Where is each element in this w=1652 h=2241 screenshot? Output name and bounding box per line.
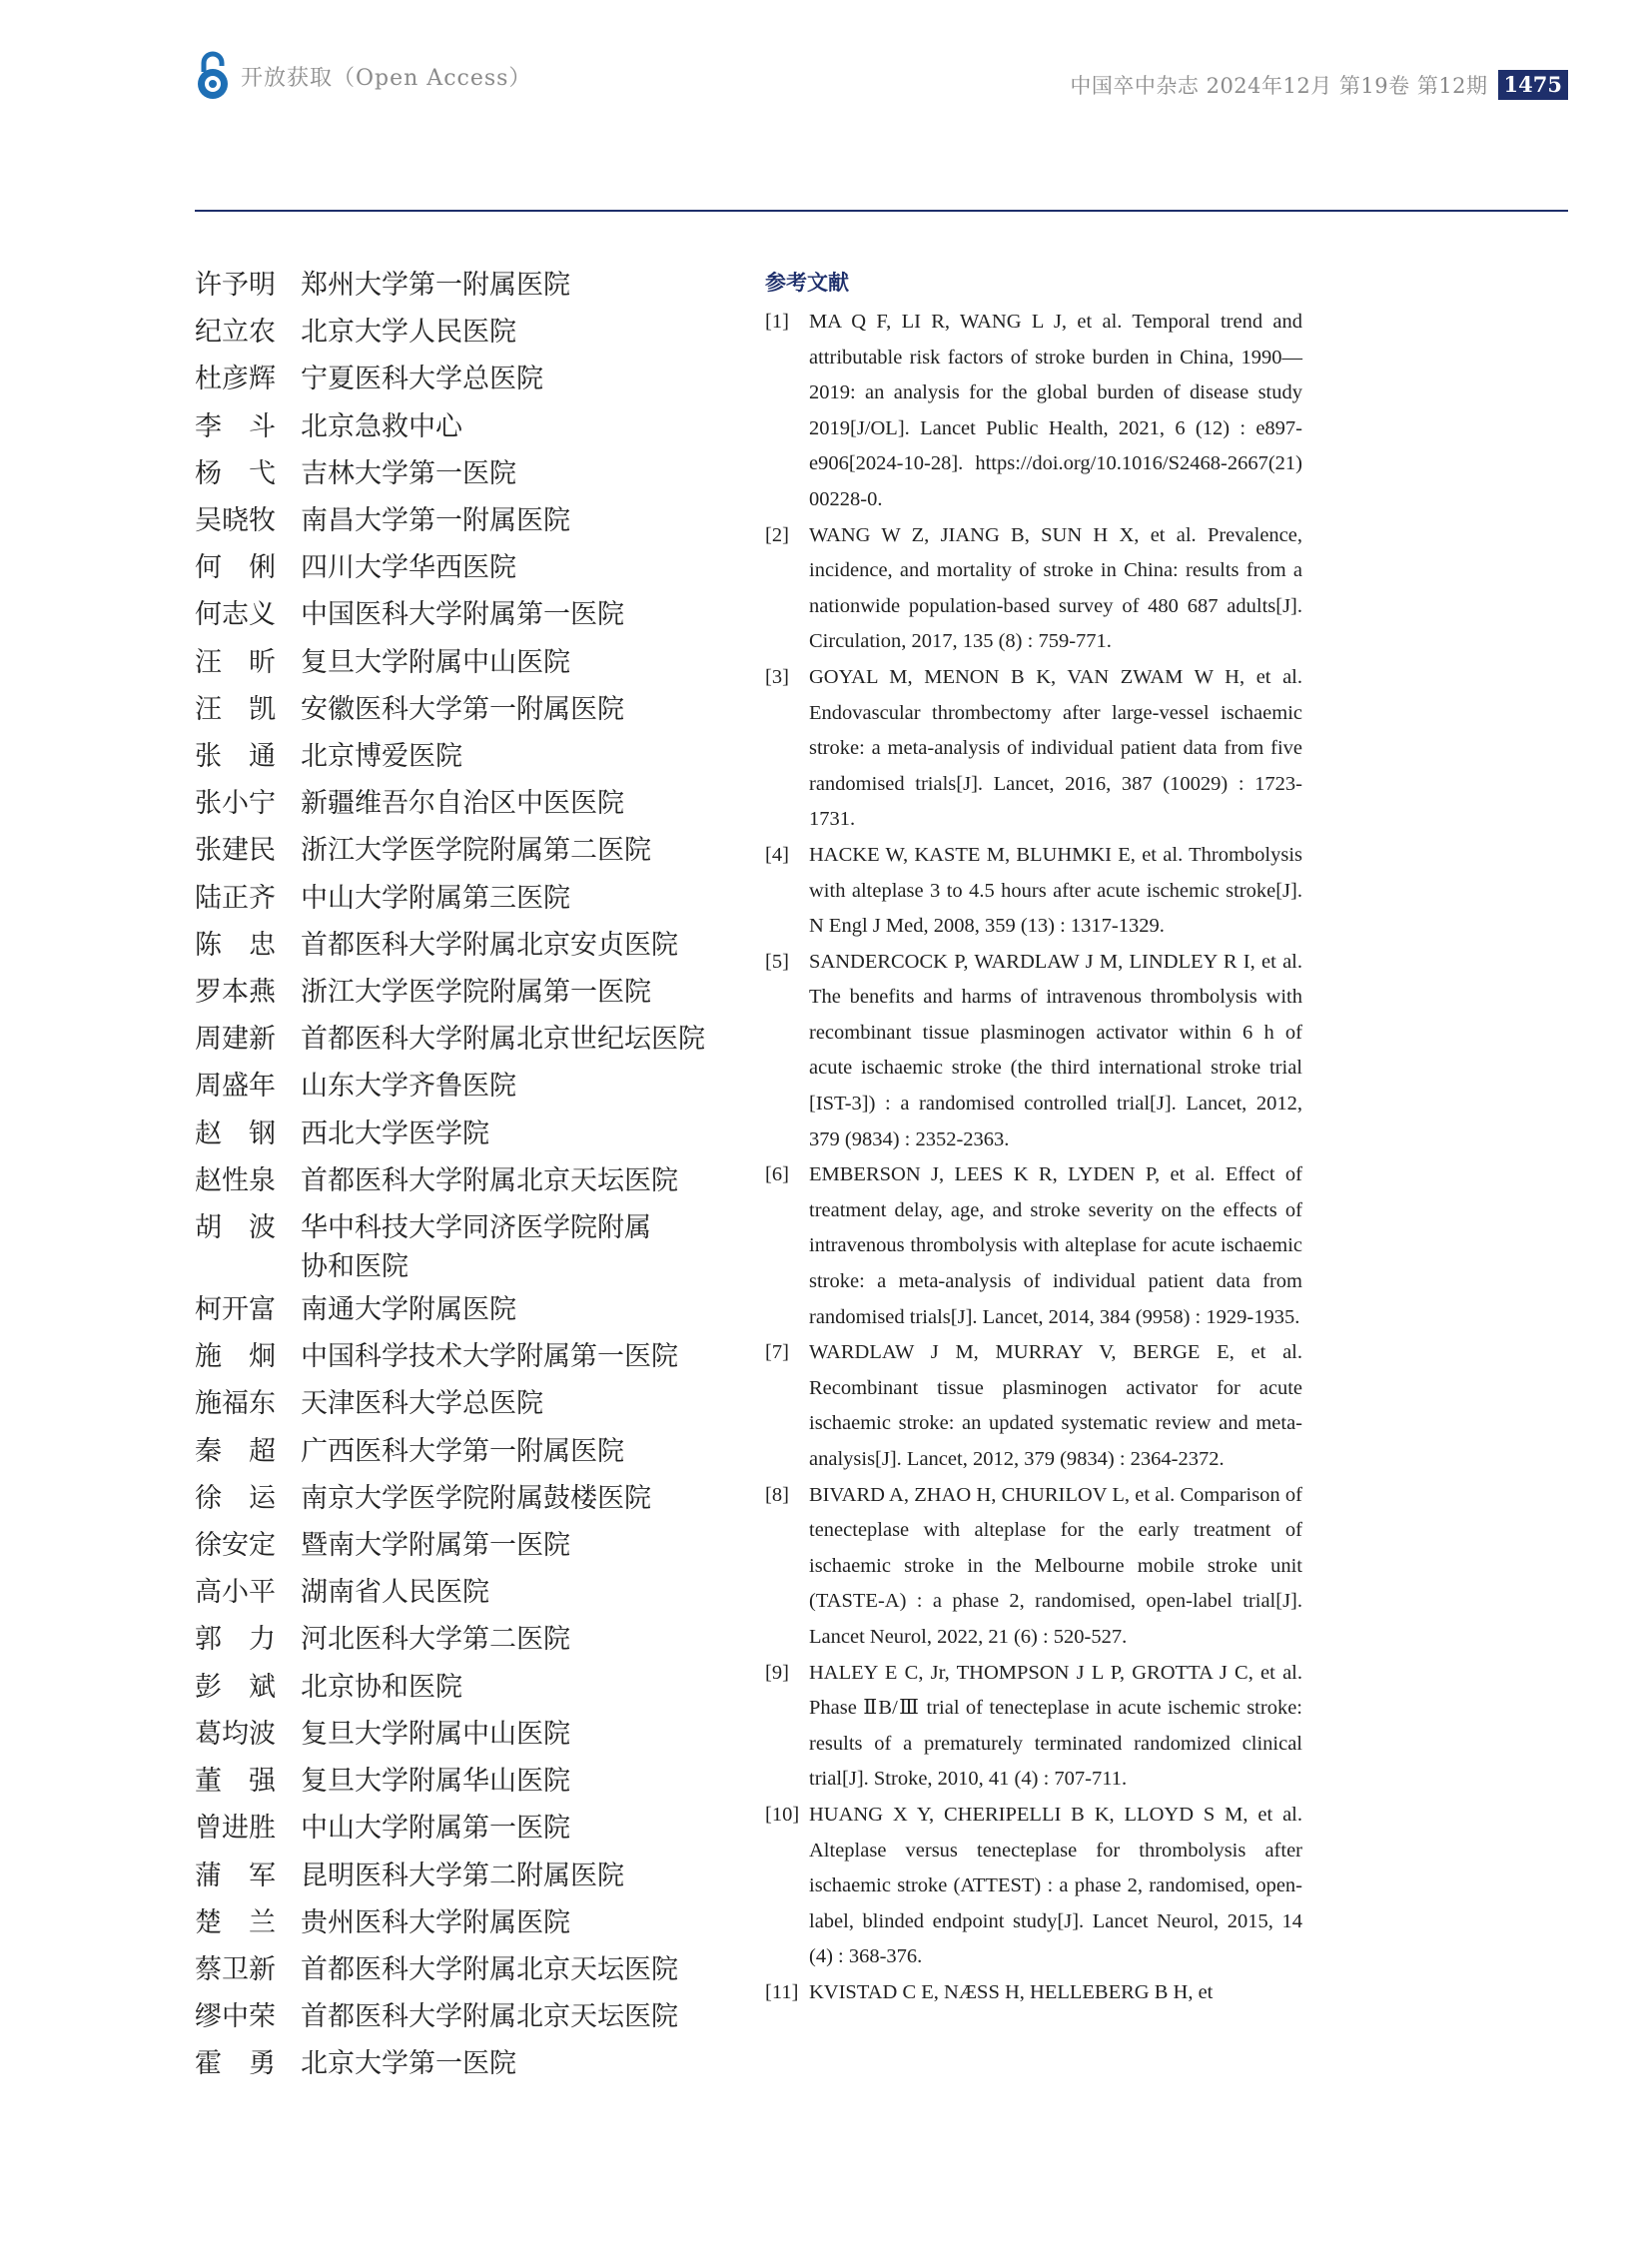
reference-item (765, 1157, 1302, 1335)
member-row (195, 450, 754, 497)
reference-text: MA Q F, LI R, WANG L J, et al. Temporal trend and attributable risk factors of stroke burden in China, 1990—2019: an analysis for the global burden of disease study 2019[J/OL]. Lancet Public Health, 2021, 6 (12) : e897-e906[2024-10-28]. https://doi.org/10.1016/S2468-2667(21) 00228-0. (809, 311, 1302, 510)
member-institution: 北京博爱医院 (301, 741, 462, 773)
member-institution: 浙江大学医学院附属第二医院 (301, 835, 651, 867)
member-institution: 南昌大学第一附属医院 (301, 505, 570, 537)
member-name: 徐安定 (195, 1530, 276, 1562)
member-row (195, 875, 754, 922)
member-row (195, 1475, 754, 1522)
reference-item (765, 838, 1302, 945)
member-row (195, 309, 754, 356)
member-row (195, 1664, 754, 1711)
reference-number: [2] (765, 523, 789, 546)
member-name: 吴晓牧 (195, 505, 276, 537)
member-row (195, 403, 754, 450)
member-institution: 南通大学附属医院 (301, 1294, 516, 1326)
reference-number: [8] (765, 1483, 789, 1506)
open-access-text: 开放获取（Open Access） (241, 65, 532, 91)
member-name: 彭斌 (195, 1671, 303, 1703)
member-row (195, 1522, 754, 1569)
member-institution: 中山大学附属第三医院 (301, 882, 570, 914)
reference-number: [3] (765, 665, 789, 688)
reference-item (765, 1335, 1302, 1477)
references-title: 参考文献 (765, 271, 849, 295)
member-name: 陈忠 (195, 929, 303, 961)
reference-text: GOYAL M, MENON B K, VAN ZWAM W H, et al. Endovascular thrombectomy after large-vessel ischaemic stroke: a meta-analysis of individual patient data from five randomised trials[J]. Lancet, 2016, 387 (10029) : 1723-1731. (809, 665, 1302, 831)
member-row (195, 1853, 754, 1899)
member-institution: 北京大学第一医院 (301, 2048, 516, 2080)
reference-item (765, 945, 1302, 1158)
member-institution: 河北医科大学第二医院 (301, 1624, 570, 1656)
member-name: 董强 (195, 1766, 303, 1798)
member-institution: 吉林大学第一医院 (301, 457, 516, 489)
member-name: 霍勇 (195, 2048, 303, 2080)
member-institution: 南京大学医学院附属鼓楼医院 (301, 1482, 651, 1514)
member-name: 张小宁 (195, 788, 276, 820)
member-row (195, 356, 754, 402)
member-institution: 天津医科大学总医院 (301, 1388, 543, 1420)
reference-number: [1] (765, 311, 789, 333)
member-institution: 首都医科大学附属北京天坛医院 (301, 2001, 678, 2033)
member-row (195, 969, 754, 1016)
reference-text: EMBERSON J, LEES K R, LYDEN P, et al. Effect of treatment delay, age, and stroke severity on the effects of intravenous thrombolysis with alteplase for acute ischaemic stroke: a meta-analysis of individual patient data from randomised trials[J]. Lancet, 2014, 384 (9958) : 1929-1935. (809, 1163, 1302, 1328)
member-institution: 安徽医科大学第一附属医院 (301, 693, 624, 725)
reference-text: SANDERCOCK P, WARDLAW J M, LINDLEY R I, et al. The benefits and harms of intravenous thrombolysis with recombinant tissue plasminogen activator within 6 h of acute ischaemic stroke (the third international stroke trial [IST-3]) : a randomised controlled trial[J]. Lancet, 2012, 379 (9834) : 2352-2363. (809, 950, 1302, 1150)
open-access-label (195, 50, 531, 102)
member-name: 曾进胜 (195, 1813, 276, 1845)
header-rule (195, 210, 1568, 212)
member-institution: 昆明医科大学第二附属医院 (301, 1860, 624, 1891)
member-name: 蔡卫新 (195, 1953, 276, 1985)
member-row (195, 1063, 754, 1110)
member-row (195, 497, 754, 544)
page-header (195, 50, 1568, 110)
member-name: 缪中荣 (195, 2001, 276, 2033)
member-name: 高小平 (195, 1577, 276, 1609)
reference-item (765, 1975, 1302, 2011)
reference-text: KVISTAD C E, NÆSS H, HELLEBERG B H, et (809, 1980, 1214, 2003)
member-row (195, 780, 754, 827)
member-name: 张通 (195, 741, 303, 773)
member-institution: 复旦大学附属华山医院 (301, 1766, 570, 1798)
member-name: 杨弋 (195, 457, 303, 489)
reference-list (765, 305, 1302, 2011)
reference-item (765, 518, 1302, 660)
member-institution: 华中科技大学同济医学院附属协和医院 (301, 1212, 651, 1283)
member-institution: 北京急救中心 (301, 410, 462, 442)
member-institution: 复旦大学附属中山医院 (301, 1718, 570, 1750)
member-name: 何志义 (195, 599, 276, 631)
member-row (195, 1899, 754, 1946)
member-row (195, 1711, 754, 1758)
open-access-lock-icon (195, 50, 231, 102)
reference-text: BIVARD A, ZHAO H, CHURILOV L, et al. Comparison of tenecteplase with alteplase for the early treatment of ischaemic stroke in the Melbourne mobile stroke unit (TASTE-A) : a phase 2, randomised, open-label trial[J]. Lancet Neurol, 2022, 21 (6) : 520-527. (809, 1483, 1302, 1648)
member-institution: 暨南大学附属第一医院 (301, 1530, 570, 1562)
member-institution: 北京大学人民医院 (301, 317, 516, 349)
member-row (195, 1157, 754, 1204)
member-name: 周建新 (195, 1024, 276, 1056)
reference-item (765, 1798, 1302, 1975)
reference-number: [10] (765, 1803, 800, 1826)
member-institution: 首都医科大学附属北京安贞医院 (301, 929, 678, 961)
member-name: 陆正齐 (195, 882, 276, 914)
member-name: 周盛年 (195, 1071, 276, 1103)
member-institution: 首都医科大学附属北京世纪坛医院 (301, 1024, 705, 1056)
member-row (195, 639, 754, 686)
member-row (195, 1016, 754, 1063)
page-number: 1475 (1498, 70, 1568, 100)
member-row (195, 1204, 754, 1286)
member-institution: 广西医科大学第一附属医院 (301, 1435, 624, 1467)
member-institution: 湖南省人民医院 (301, 1577, 489, 1609)
member-name: 楚兰 (195, 1906, 303, 1938)
member-institution: 新疆维吾尔自治区中医医院 (301, 788, 624, 820)
journal-citation: 中国卒中杂志 2024年12月 第19卷 第12期 (1070, 74, 1488, 98)
reference-item (765, 1478, 1302, 1656)
reference-item (765, 660, 1302, 838)
member-row (195, 1111, 754, 1157)
references-section (765, 267, 1302, 2011)
member-name: 施福东 (195, 1388, 276, 1420)
member-institution: 北京协和医院 (301, 1671, 462, 1703)
member-row (195, 544, 754, 591)
reference-number: [5] (765, 950, 789, 973)
member-name: 柯开富 (195, 1294, 276, 1326)
reference-number: [7] (765, 1341, 789, 1364)
member-institution: 首都医科大学附属北京天坛医院 (301, 1953, 678, 1985)
member-name: 罗本燕 (195, 977, 276, 1009)
reference-text: HUANG X Y, CHERIPELLI B K, LLOYD S M, et al. Alteplase versus tenecteplase for thrombolysis after ischaemic stroke (ATTEST) : a phase 2, randomised, open-label, blinded endpoint study[J]. Lancet Neurol, 2015, 14 (4) : 368-376. (809, 1803, 1302, 1968)
member-row (195, 262, 754, 309)
member-name: 施炯 (195, 1341, 303, 1373)
member-institution: 郑州大学第一附属医院 (301, 270, 570, 301)
member-name: 胡波 (195, 1212, 303, 1244)
member-name: 葛均波 (195, 1718, 276, 1750)
member-name: 徐运 (195, 1482, 303, 1514)
reference-number: [4] (765, 843, 789, 866)
member-name: 许予明 (195, 270, 276, 301)
member-row (195, 1616, 754, 1663)
member-row (195, 733, 754, 780)
member-name: 纪立农 (195, 317, 276, 349)
member-name: 汪昕 (195, 646, 303, 678)
member-row (195, 686, 754, 733)
member-row (195, 1946, 754, 1993)
member-row (195, 2040, 754, 2087)
member-row (195, 1758, 754, 1805)
member-row (195, 1333, 754, 1380)
member-row (195, 922, 754, 969)
reference-text: WARDLAW J M, MURRAY V, BERGE E, et al. Recombinant tissue plasminogen activator for acute ischaemic stroke: an updated systematic review and meta-analysis[J]. Lancet, 2012, 379 (9834) : 2364-2372. (809, 1341, 1302, 1470)
member-name: 汪凯 (195, 693, 303, 725)
member-institution: 中国医科大学附属第一医院 (301, 599, 624, 631)
member-row (195, 1805, 754, 1852)
member-row (195, 1993, 754, 2040)
reference-number: [9] (765, 1661, 789, 1684)
member-row (195, 591, 754, 638)
member-name: 何俐 (195, 552, 303, 584)
member-name: 郭力 (195, 1624, 303, 1656)
reference-text: WANG W Z, JIANG B, SUN H X, et al. Prevalence, incidence, and mortality of stroke in China: results from a nationwide population-based survey of 480 687 adults[J]. Circulation, 2017, 135 (8) : 759-771. (809, 523, 1302, 653)
member-name: 蒲军 (195, 1860, 303, 1891)
member-institution: 宁夏医科大学总医院 (301, 364, 543, 395)
reference-number: [6] (765, 1163, 789, 1186)
member-row (195, 1428, 754, 1475)
member-institution: 复旦大学附属中山医院 (301, 646, 570, 678)
member-institution: 浙江大学医学院附属第一医院 (301, 977, 651, 1009)
member-institution: 首都医科大学附属北京天坛医院 (301, 1164, 678, 1196)
reference-text: HALEY E C, Jr, THOMPSON J L P, GROTTA J C, et al. Phase ⅡB/Ⅲ trial of tenecteplase in acute ischemic stroke: results of a prematurely terminated randomized clinical trial[J]. Stroke, 2010, 41 (4) : 707-711. (809, 1661, 1302, 1791)
journal-info (1070, 70, 1568, 100)
member-institution: 四川大学华西医院 (301, 552, 516, 584)
committee-member-list (195, 262, 754, 2088)
member-row (195, 1286, 754, 1333)
reference-item (765, 305, 1302, 518)
member-row (195, 827, 754, 874)
member-name: 张建民 (195, 835, 276, 867)
member-institution: 中国科学技术大学附属第一医院 (301, 1341, 678, 1373)
member-row (195, 1380, 754, 1427)
member-institution: 山东大学齐鲁医院 (301, 1071, 516, 1103)
member-name: 秦超 (195, 1435, 303, 1467)
reference-number: [11] (765, 1980, 799, 2003)
member-name: 李斗 (195, 410, 303, 442)
member-name: 杜彦辉 (195, 364, 276, 395)
member-institution: 中山大学附属第一医院 (301, 1813, 570, 1845)
member-name: 赵性泉 (195, 1164, 276, 1196)
member-institution: 贵州医科大学附属医院 (301, 1906, 570, 1938)
member-name: 赵钢 (195, 1118, 303, 1149)
member-institution: 西北大学医学院 (301, 1118, 489, 1149)
reference-text: HACKE W, KASTE M, BLUHMKI E, et al. Thrombolysis with alteplase 3 to 4.5 hours after acute ischemic stroke[J]. N Engl J Med, 2008, 359 (13) : 1317-1329. (809, 843, 1302, 938)
member-row (195, 1569, 754, 1616)
reference-item (765, 1656, 1302, 1798)
